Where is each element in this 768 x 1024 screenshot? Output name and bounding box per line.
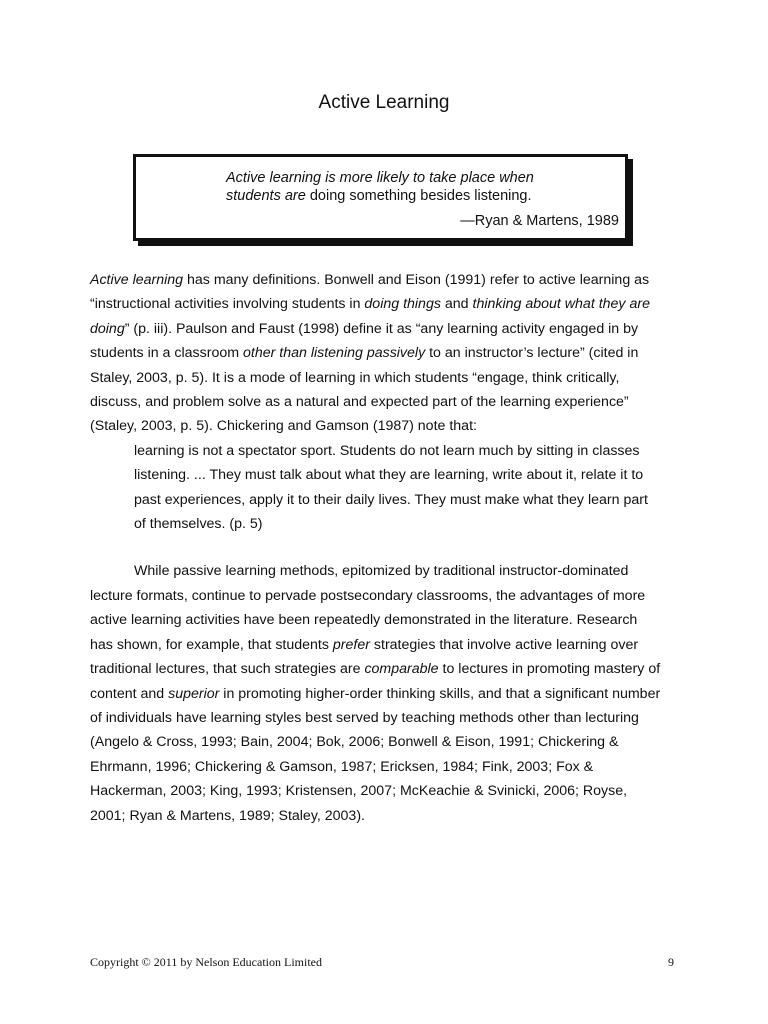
emphasis: prefer [332, 636, 370, 653]
epigraph-text [226, 169, 616, 205]
page-title: Active Learning [318, 92, 450, 113]
epigraph-emphasis: students are [226, 188, 306, 204]
block-quote: learning is not a spectator sport. Students do not learn much by sitting in classes listening. ... They must talk about what they are learning, write about it, relate it to past experiences, apply it to their daily lives. They must make what they learn part of themselves. (p. 5) [134, 442, 648, 533]
epigraph-plain: doing something besides listening. [305, 188, 532, 204]
text-run: has many definitions. Bonwell and Eison (1991) refer to active learning as “instructional activities involving students in [90, 272, 650, 313]
text-run: and [440, 296, 473, 313]
emphasis: doing things [364, 296, 441, 313]
text-run: strategies that involve active learning over traditional lectures, that such strategies are [90, 636, 639, 678]
epigraph-box [133, 154, 628, 241]
text-run: While passive learning methods, epitomized by traditional instructor-dominated lecture formats, continue to pervade postsecondary classrooms, the advantages of more active learning activities have been repeatedly demonstrated in the literature. Research has shown, for example, that students [90, 563, 646, 653]
text-run: in promoting higher-order thinking skills, and that a significant number of individuals have learning styles best served by teaching methods other than lecturing (Angelo & Cross, 1993; Bain, 2004; Bok, 2006; Bonwell & Eison, 1991; Chickering & Ehrmann, 1996; Chickering & Gamson, 1987; Ericksen, 1984; Fink, 2003; Fox & Hackerman, 2003; King, 1993; Kristensen, 2007; McKeachie & Svinicki, 2006; Royse, 2001; Ryan & Martens, 1989; Staley, 2003). [90, 685, 661, 824]
emphasis: superior [168, 685, 220, 702]
text-run: ” (p. iii). Paulson and Faust (1998) define it as “any learning activity engaged in by students in a classroom [90, 320, 639, 362]
paragraph-2 [90, 559, 662, 827]
emphasis: comparable [364, 661, 439, 678]
text-run: to lectures in promoting mastery of content and [90, 661, 661, 702]
page-number: 9 [668, 955, 674, 969]
epigraph-emphasis: Active learning is more likely to take place when [226, 170, 534, 186]
emphasis: thinking about what they are doing [90, 296, 650, 337]
footer-copyright: Copyright © 2011 by Nelson Education Limited [90, 955, 322, 969]
emphasis: Active learning [90, 272, 184, 288]
body-text [90, 268, 662, 828]
epigraph-attribution: —Ryan & Martens, 1989 [460, 213, 619, 229]
paragraph-1 [90, 268, 662, 439]
emphasis: other than listening passively [242, 345, 426, 362]
text-run: to an instructor’s lecture” (cited in Staley, 2003, p. 5). It is a mode of learning in which students “engage, think critically, discuss, and problem solve as a natural and expected part of the learning experience” (Staley, 2003, p. 5). Chickering and Gamson (1987) note that: [90, 345, 639, 435]
